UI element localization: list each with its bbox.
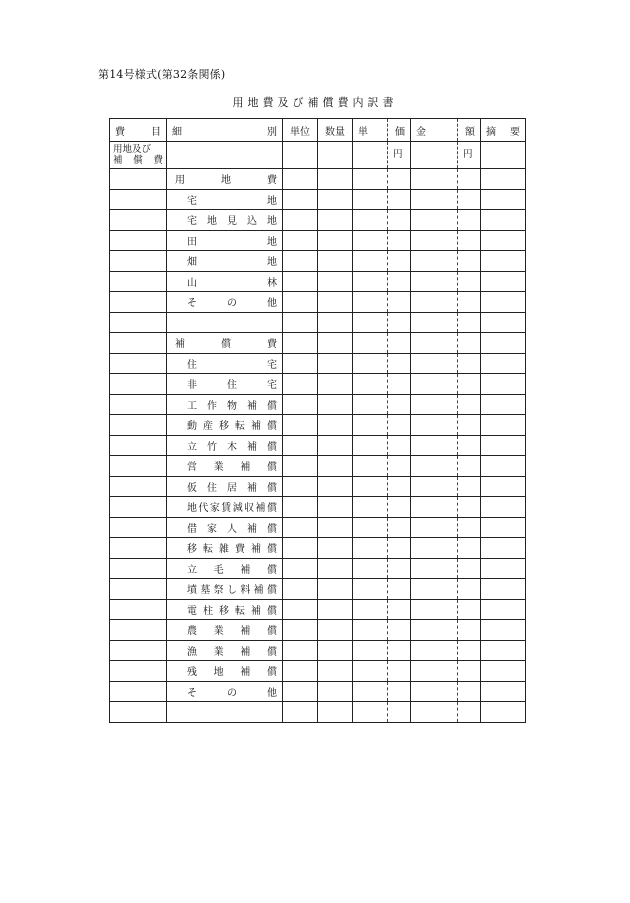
tani-cell: [283, 230, 318, 251]
table-row: [110, 394, 526, 415]
tanka-cell: [353, 312, 411, 333]
table-row: [110, 497, 526, 518]
kingaku-cell: [411, 681, 481, 702]
tekiyo-cell: [481, 230, 526, 251]
tani-cell: [283, 579, 318, 600]
himoku-cell: [110, 538, 167, 559]
himoku-cell: [110, 312, 167, 333]
item-label: 住 宅: [187, 359, 277, 371]
tani-cell: [283, 374, 318, 395]
category-label: 用 地 費: [175, 175, 277, 187]
item-label: 電 柱 移 転 補 償: [187, 605, 277, 617]
kingaku-cell: [411, 374, 481, 395]
saimoku-cell: [167, 476, 283, 497]
table-row: [110, 271, 526, 292]
tanka-cell: [353, 353, 411, 374]
saimoku-cell: [167, 456, 283, 477]
himoku-cell: [110, 292, 167, 313]
suryo-cell: [318, 681, 353, 702]
tekiyo-cell: [481, 333, 526, 354]
tanka-cell: [353, 538, 411, 559]
item-label: そ の 他: [187, 298, 277, 310]
tani-cell: [283, 415, 318, 436]
table-row: [110, 681, 526, 702]
tekiyo-cell: [481, 517, 526, 538]
himoku-cell: [110, 142, 167, 169]
table-row: [110, 599, 526, 620]
tanka-cell: [353, 517, 411, 538]
tani-cell: [283, 702, 318, 723]
tanka-cell: [353, 394, 411, 415]
tekiyo-cell: [481, 251, 526, 272]
item-label: 地 代 家 賃 減 収 補 償: [187, 503, 277, 515]
tani-cell: [283, 210, 318, 231]
himoku-cell: [110, 189, 167, 210]
kingaku-cell: [411, 271, 481, 292]
saimoku-cell: [167, 210, 283, 231]
tanka-cell: [353, 640, 411, 661]
kingaku-cell: [411, 620, 481, 641]
suryo-cell: [318, 169, 353, 190]
tekiyo-cell: [481, 271, 526, 292]
kingaku-cell: [411, 292, 481, 313]
tekiyo-cell: [481, 497, 526, 518]
tani-cell: [283, 681, 318, 702]
saimoku-cell: [167, 517, 283, 538]
saimoku-cell: [167, 620, 283, 641]
himoku-cell: [110, 456, 167, 477]
header-himoku: 費 目: [110, 119, 167, 142]
table-row: [110, 435, 526, 456]
himoku-cell: [110, 333, 167, 354]
himoku-cell: [110, 230, 167, 251]
tani-cell: [283, 353, 318, 374]
tanka-cell: [353, 142, 411, 169]
himoku-cell: [110, 374, 167, 395]
himoku-cell: [110, 681, 167, 702]
suryo-cell: [318, 312, 353, 333]
saimoku-cell: [167, 661, 283, 682]
item-label: 農 業 補 償: [187, 626, 277, 638]
tekiyo-cell: [481, 456, 526, 477]
suryo-cell: [318, 210, 353, 231]
tani-cell: [283, 620, 318, 641]
tekiyo-cell: [481, 640, 526, 661]
suryo-cell: [318, 435, 353, 456]
yen-unit-kingaku: 円: [463, 149, 473, 160]
tani-cell: [283, 435, 318, 456]
tani-cell: [283, 292, 318, 313]
kingaku-cell: [411, 169, 481, 190]
tani-cell: [283, 640, 318, 661]
kingaku-cell: [411, 558, 481, 579]
item-label: 非 住 宅: [187, 380, 277, 392]
kingaku-cell: [411, 251, 481, 272]
suryo-cell: [318, 456, 353, 477]
table-row: [110, 230, 526, 251]
kingaku-cell: [411, 435, 481, 456]
tanka-cell: [353, 169, 411, 190]
table-row: [110, 374, 526, 395]
tanka-cell: [353, 661, 411, 682]
saimoku-cell: [167, 435, 283, 456]
himoku-label-line1: 用地及び: [113, 144, 152, 155]
table-row: [110, 353, 526, 374]
tanka-cell: [353, 415, 411, 436]
tekiyo-cell: [481, 169, 526, 190]
tekiyo-cell: [481, 292, 526, 313]
saimoku-cell: [167, 415, 283, 436]
suryo-cell: [318, 230, 353, 251]
saimoku-cell: [167, 142, 283, 169]
himoku-cell: [110, 702, 167, 723]
tekiyo-cell: [481, 538, 526, 559]
tani-cell: [283, 142, 318, 169]
saimoku-cell: [167, 374, 283, 395]
tanka-cell: [353, 292, 411, 313]
himoku-cell: [110, 435, 167, 456]
item-label: 田 地: [187, 236, 277, 248]
tani-cell: [283, 558, 318, 579]
suryo-cell: [318, 599, 353, 620]
himoku-cell: [110, 599, 167, 620]
header-row: [110, 119, 526, 142]
tekiyo-cell: [481, 312, 526, 333]
kingaku-cell: [411, 456, 481, 477]
himoku-cell: [110, 640, 167, 661]
kingaku-cell: [411, 661, 481, 682]
kingaku-cell: [411, 353, 481, 374]
tekiyo-cell: [481, 189, 526, 210]
table-row: [110, 702, 526, 723]
tekiyo-cell: [481, 142, 526, 169]
table-row: [110, 640, 526, 661]
tani-cell: [283, 661, 318, 682]
tekiyo-cell: [481, 476, 526, 497]
item-label: 移 転 雑 費 補 償: [187, 544, 277, 556]
tanka-cell: [353, 230, 411, 251]
item-label: 墳 墓 祭 し 料 補 償: [187, 585, 277, 597]
item-label: 借 家 人 補 償: [187, 523, 277, 535]
tani-cell: [283, 312, 318, 333]
item-label: 残 地 補 償: [187, 667, 277, 679]
suryo-cell: [318, 353, 353, 374]
kingaku-cell: [411, 579, 481, 600]
suryo-cell: [318, 620, 353, 641]
himoku-cell: [110, 251, 167, 272]
saimoku-cell: [167, 538, 283, 559]
suryo-cell: [318, 374, 353, 395]
saimoku-cell: [167, 681, 283, 702]
tekiyo-cell: [481, 394, 526, 415]
header-suryo: 数量: [318, 119, 353, 142]
item-label: 宅 地 見 込 地: [187, 216, 277, 228]
table-row: [110, 476, 526, 497]
item-label: 立 竹 木 補 償: [187, 441, 277, 453]
kingaku-cell: [411, 476, 481, 497]
suryo-cell: [318, 538, 353, 559]
tanka-cell: [353, 210, 411, 231]
kingaku-cell: [411, 210, 481, 231]
suryo-cell: [318, 333, 353, 354]
himoku-cell: [110, 271, 167, 292]
table-row: [110, 292, 526, 313]
suryo-cell: [318, 271, 353, 292]
tekiyo-cell: [481, 599, 526, 620]
saimoku-cell: [167, 702, 283, 723]
tanka-cell: [353, 702, 411, 723]
saimoku-cell: [167, 312, 283, 333]
tekiyo-cell: [481, 558, 526, 579]
saimoku-cell: [167, 394, 283, 415]
tekiyo-cell: [481, 702, 526, 723]
kingaku-cell: [411, 312, 481, 333]
item-label: 立 毛 補 償: [187, 564, 277, 576]
tekiyo-cell: [481, 415, 526, 436]
table-row: [110, 251, 526, 272]
item-label: 山 林: [187, 277, 277, 289]
kingaku-cell: [411, 497, 481, 518]
himoku-cell: [110, 620, 167, 641]
item-label: 動 産 移 転 補 償: [187, 421, 277, 433]
saimoku-cell: [167, 271, 283, 292]
table-row: [110, 312, 526, 333]
kingaku-cell: [411, 640, 481, 661]
item-label: そ の 他: [187, 687, 277, 699]
himoku-cell: [110, 579, 167, 600]
tanka-cell: [353, 435, 411, 456]
suryo-cell: [318, 640, 353, 661]
item-label: 仮 住 居 補 償: [187, 482, 277, 494]
header-saimoku: 細 別: [167, 119, 283, 142]
tekiyo-cell: [481, 210, 526, 231]
tanka-cell: [353, 620, 411, 641]
header-kingaku: 金 額: [411, 119, 481, 142]
himoku-cell: [110, 210, 167, 231]
kingaku-cell: [411, 189, 481, 210]
tani-cell: [283, 599, 318, 620]
item-label: 宅 地: [187, 195, 277, 207]
document-title: 用地費及び補償費内訳書: [232, 96, 398, 109]
kingaku-cell: [411, 538, 481, 559]
suryo-cell: [318, 558, 353, 579]
table-row: [110, 415, 526, 436]
suryo-cell: [318, 394, 353, 415]
suryo-cell: [318, 292, 353, 313]
tanka-cell: [353, 456, 411, 477]
tanka-cell: [353, 599, 411, 620]
tekiyo-cell: [481, 620, 526, 641]
table-row: [110, 517, 526, 538]
tani-cell: [283, 497, 318, 518]
suryo-cell: [318, 476, 353, 497]
tanka-cell: [353, 374, 411, 395]
tani-cell: [283, 189, 318, 210]
saimoku-cell: [167, 497, 283, 518]
saimoku-cell: [167, 189, 283, 210]
suryo-cell: [318, 251, 353, 272]
table-row: [110, 538, 526, 559]
saimoku-cell: [167, 579, 283, 600]
kingaku-cell: [411, 333, 481, 354]
saimoku-cell: [167, 251, 283, 272]
saimoku-cell: [167, 599, 283, 620]
suryo-cell: [318, 661, 353, 682]
himoku-cell: [110, 497, 167, 518]
tanka-cell: [353, 497, 411, 518]
item-label: 工 作 物 補 償: [187, 400, 277, 412]
tekiyo-cell: [481, 661, 526, 682]
suryo-cell: [318, 702, 353, 723]
tani-cell: [283, 271, 318, 292]
tani-cell: [283, 333, 318, 354]
breakdown-table: [109, 118, 526, 723]
suryo-cell: [318, 517, 353, 538]
himoku-cell: [110, 394, 167, 415]
suryo-cell: [318, 142, 353, 169]
himoku-cell: [110, 476, 167, 497]
saimoku-cell: [167, 558, 283, 579]
item-label: 営 業 補 償: [187, 462, 277, 474]
tekiyo-cell: [481, 435, 526, 456]
suryo-cell: [318, 579, 353, 600]
himoku-label-line2: 補 償 費: [113, 155, 163, 166]
tanka-cell: [353, 681, 411, 702]
tanka-cell: [353, 558, 411, 579]
item-label: 畑 地: [187, 257, 277, 269]
tanka-cell: [353, 579, 411, 600]
suryo-cell: [318, 189, 353, 210]
himoku-cell: [110, 661, 167, 682]
tani-cell: [283, 517, 318, 538]
header-tekiyo: 摘 要: [481, 119, 526, 142]
table-row: [110, 210, 526, 231]
table-row-total: [110, 142, 526, 169]
tanka-cell: [353, 333, 411, 354]
kingaku-cell: [411, 230, 481, 251]
kingaku-cell: [411, 702, 481, 723]
saimoku-cell: [167, 353, 283, 374]
saimoku-cell: [167, 292, 283, 313]
saimoku-cell: [167, 333, 283, 354]
saimoku-cell: [167, 169, 283, 190]
tanka-cell: [353, 189, 411, 210]
tanka-cell: [353, 251, 411, 272]
himoku-cell: [110, 558, 167, 579]
kingaku-cell: [411, 394, 481, 415]
tekiyo-cell: [481, 579, 526, 600]
saimoku-cell: [167, 230, 283, 251]
tani-cell: [283, 251, 318, 272]
header-tani: 単位: [283, 119, 318, 142]
tani-cell: [283, 169, 318, 190]
kingaku-cell: [411, 517, 481, 538]
table-row: [110, 333, 526, 354]
table-row: [110, 558, 526, 579]
himoku-cell: [110, 517, 167, 538]
tanka-cell: [353, 476, 411, 497]
suryo-cell: [318, 497, 353, 518]
table-row: [110, 456, 526, 477]
table-row: [110, 620, 526, 641]
tanka-cell: [353, 271, 411, 292]
category-label: 補 償 費: [175, 339, 277, 351]
tani-cell: [283, 538, 318, 559]
yen-unit-tanka: 円: [393, 149, 403, 160]
himoku-cell: [110, 415, 167, 436]
saimoku-cell: [167, 640, 283, 661]
tani-cell: [283, 456, 318, 477]
tekiyo-cell: [481, 374, 526, 395]
item-label: 漁 業 補 償: [187, 646, 277, 658]
header-tanka: 単 価: [353, 119, 411, 142]
himoku-cell: [110, 353, 167, 374]
kingaku-cell: [411, 599, 481, 620]
form-number: 第14号様式(第32条関係): [98, 68, 226, 81]
kingaku-cell: [411, 142, 481, 169]
tani-cell: [283, 476, 318, 497]
kingaku-cell: [411, 415, 481, 436]
tekiyo-cell: [481, 681, 526, 702]
suryo-cell: [318, 415, 353, 436]
table-row: [110, 579, 526, 600]
tekiyo-cell: [481, 353, 526, 374]
himoku-cell: [110, 169, 167, 190]
table-row: [110, 189, 526, 210]
table-row: [110, 661, 526, 682]
table-row: [110, 169, 526, 190]
tani-cell: [283, 394, 318, 415]
